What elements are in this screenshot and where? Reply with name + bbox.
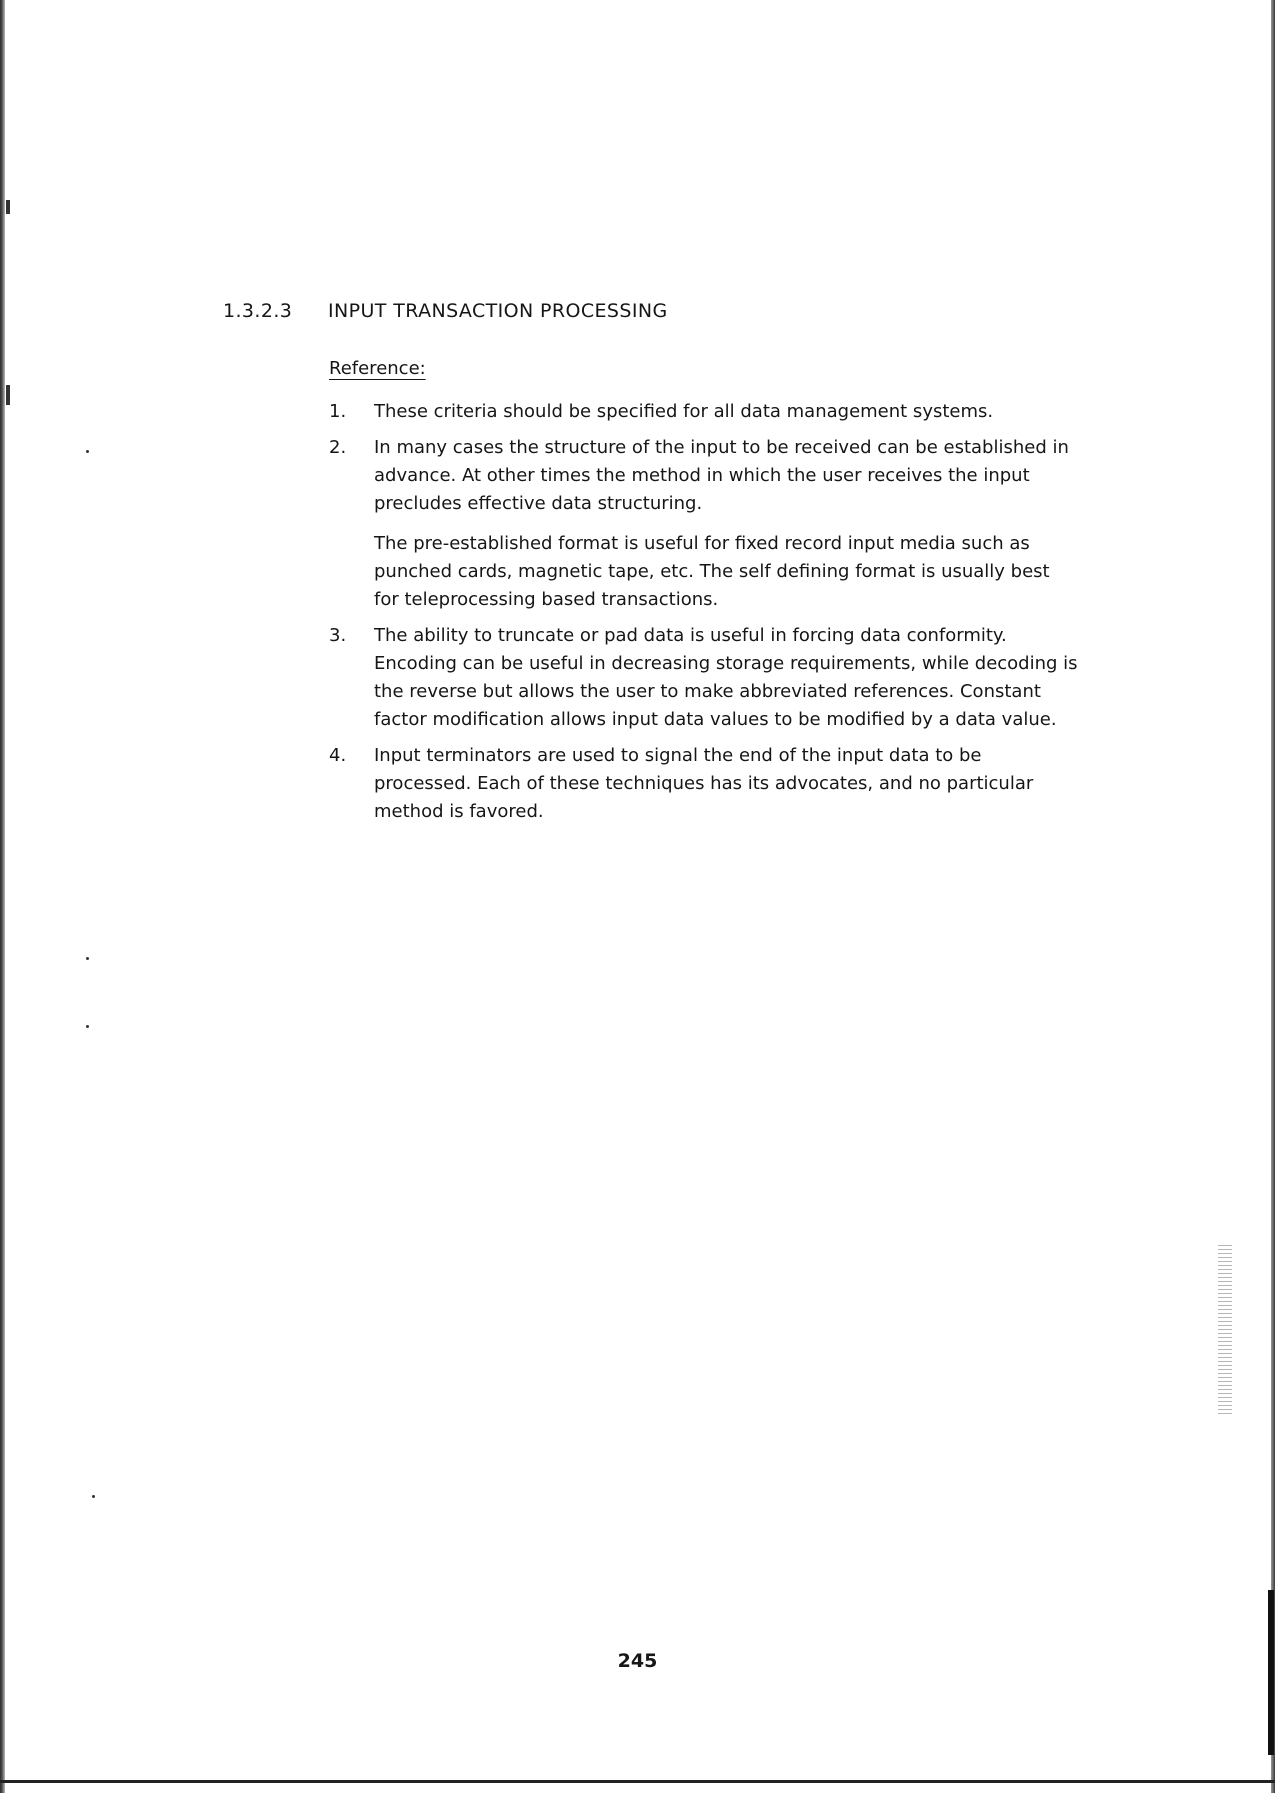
item-paragraph: These criteria should be specified for all data management systems. — [374, 401, 994, 422]
item-paragraph: In many cases the structure of the input to be received can be established in advance. At other times the method in which the user receives the input precludes effective data structuring. — [374, 437, 1069, 514]
reference-label: Reference: — [329, 358, 426, 379]
item-number: 4. — [329, 745, 347, 766]
item-paragraph: Input terminators are used to signal the end of the input data to be processed. Each of these techniques has its advocates, and no particular method is favored. — [374, 745, 1034, 822]
list-item — [329, 622, 1079, 734]
item-number: 2. — [329, 437, 347, 458]
section-number: 1.3.2.3 — [223, 300, 293, 322]
page-number: 245 — [617, 1650, 658, 1672]
item-number: 1. — [329, 401, 347, 422]
section-heading — [223, 300, 668, 322]
criteria-list — [329, 398, 1079, 834]
item-paragraph: The pre-established format is useful for fixed record input media such as punched cards, magnetic tape, etc. The self defining format is usually best for teleprocessing based transactions. — [374, 533, 1050, 610]
list-item — [329, 398, 1079, 426]
list-item — [329, 434, 1079, 614]
section-title: INPUT TRANSACTION PROCESSING — [328, 300, 668, 322]
item-number: 3. — [329, 625, 347, 646]
item-paragraph: The ability to truncate or pad data is useful in forcing data conformity. Encoding can be useful in decreasing storage requirements, while decoding is the reverse but allows the user to make abbreviated references. Constant factor modification allows input data values to be modified by a data value. — [374, 625, 1078, 730]
list-item — [329, 742, 1079, 826]
